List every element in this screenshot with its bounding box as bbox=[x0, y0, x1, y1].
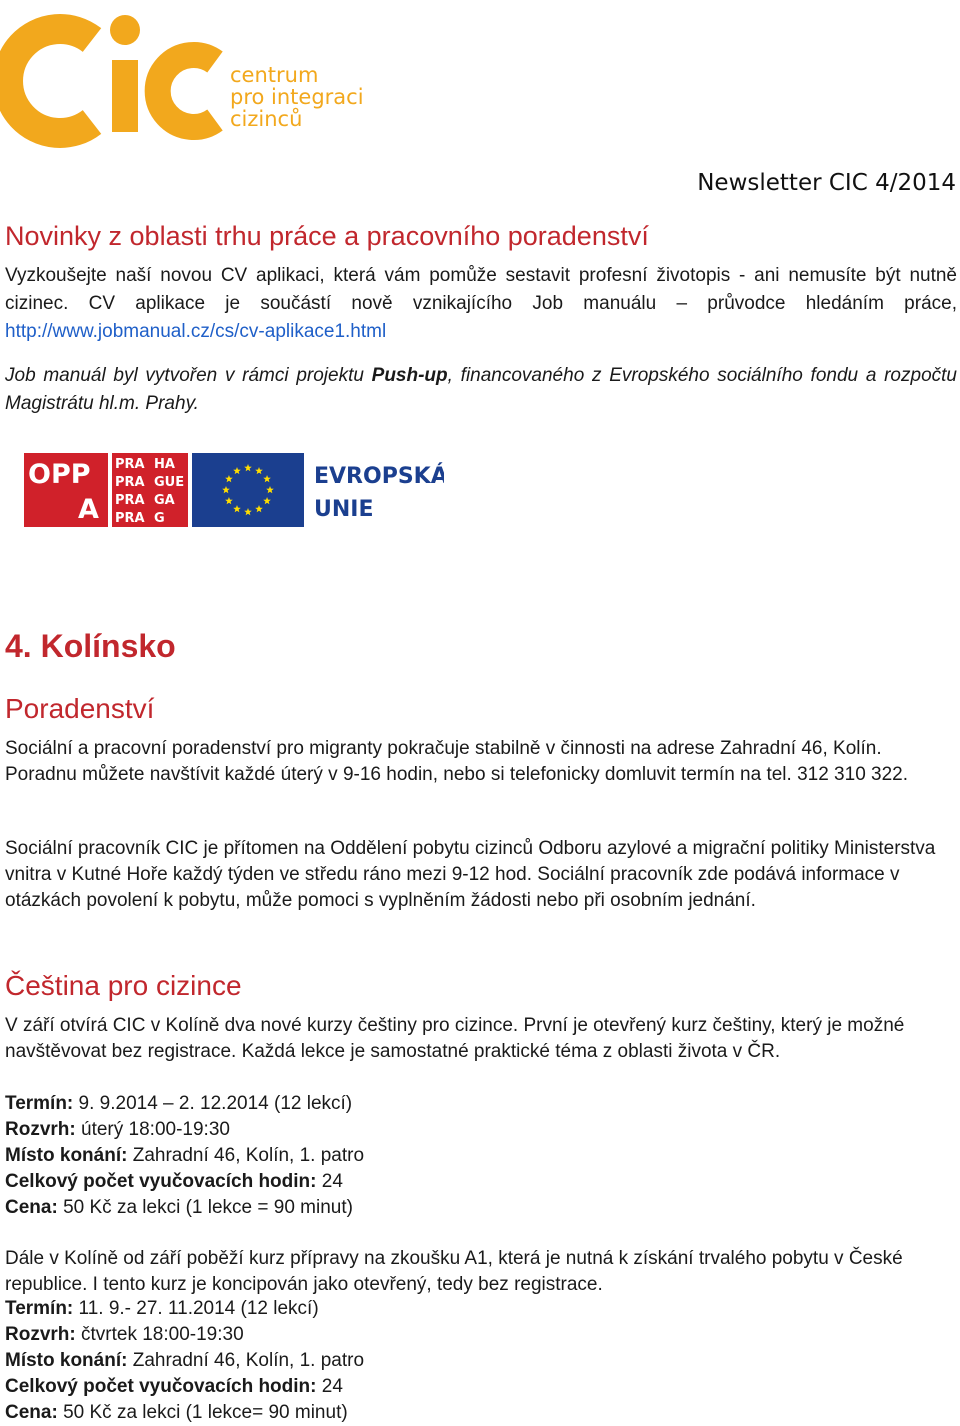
course2-details bbox=[5, 1296, 955, 1426]
course2-term: Termín: 11. 9.- 27. 11.2014 (12 lekcí) bbox=[5, 1298, 319, 1319]
counseling-paragraph-2: Sociální pracovník CIC je přítomen na Oddělení pobytu cizinců Odboru azylové a migrační politiky Ministerstva vnitra v Kutné Hoře každý týden ve středu ráno mezi 9-12 hod. Sociální pracovník zde podává informace v otázkách povolení k pobytu, může pomoci s vyplněním žádosti nebo při osobním jednání. bbox=[5, 838, 936, 911]
job-manual-text-a: Job manuál byl vytvořen v rámci projektu bbox=[5, 365, 372, 386]
a1-course-intro: Dále v Kolíně od září poběží kurz přípravy na zkoušku A1, která je nutná k získání trvalého pobytu v České republice. I tento kurz je koncipován jako otevřený, tedy bez registrace. bbox=[5, 1248, 903, 1295]
course2-price: Cena: 50 Kč za lekci (1 lekce= 90 minut) bbox=[5, 1402, 348, 1423]
newsletter-title: Newsletter CIC 4/2014 bbox=[697, 170, 956, 196]
section-title-job-news: Novinky z oblasti trhu práce a pracovního poradenství bbox=[5, 221, 649, 251]
course1-place: Místo konání: Zahradní 46, Kolín, 1. patro bbox=[5, 1145, 365, 1166]
logo-line-3: cizinců bbox=[230, 107, 303, 131]
cv-app-link[interactable]: http://www.jobmanual.cz/cs/cv-aplikace1.html bbox=[5, 321, 387, 342]
course2-schedule: Rozvrh: čtvrtek 18:00-19:30 bbox=[5, 1324, 244, 1345]
cic-logo-mark bbox=[0, 0, 230, 150]
logo-line-1: centrum bbox=[230, 63, 319, 87]
praha-cell-3: PRA bbox=[115, 475, 145, 490]
course1-term: Termín: 9. 9.2014 – 2. 12.2014 (12 lekcí) bbox=[5, 1093, 353, 1114]
czech-course-intro: V září otvírá CIC v Kolíně dva nové kurzy češtiny pro cizince. První je otevřený kurz češtiny, který je možné navštěvovat bez registrace. Každá lekce je samostatné praktické téma z oblasti života v ČR. bbox=[5, 1015, 905, 1062]
oppa-text-2: A bbox=[78, 494, 99, 525]
course1-hours: Celkový počet vyučovacích hodin: 24 bbox=[5, 1171, 343, 1192]
cv-app-paragraph bbox=[5, 262, 957, 346]
praha-cell-5: PRA bbox=[115, 493, 145, 508]
course1-schedule: Rozvrh: úterý 18:00-19:30 bbox=[5, 1119, 230, 1140]
counseling-paragraph-1: Sociální a pracovní poradenství pro migranty pokračuje stabilně v činnosti na adrese Zahradní 46, Kolín. Poradnu můžete navštívit každé úterý v 9-16 hodin, nebo si telefonicky domluvit termín na tel. 312 310 322. bbox=[5, 738, 909, 785]
push-up-project-name: Push-up bbox=[371, 365, 448, 386]
heading-poradenstvi: Poradenství bbox=[5, 693, 155, 724]
cv-app-text: Vyzkoušejte naší novou CV aplikaci, která vám pomůže sestavit profesní životopis - ani nemusíte být nutně cizinec. CV aplikace je součástí nově vznikajícího Job manuálu – průvodce hledáním práce, bbox=[5, 265, 957, 314]
oppa-eu-logos bbox=[24, 453, 444, 529]
course1-details bbox=[5, 1091, 955, 1221]
cic-logo bbox=[0, 0, 380, 150]
praha-cell-8: G bbox=[154, 511, 165, 526]
eu-text-2: UNIE bbox=[314, 497, 374, 522]
praha-cell-2: HA bbox=[154, 457, 175, 472]
funding-logos-graphic bbox=[24, 453, 444, 529]
oppa-text-1: OPP bbox=[28, 459, 91, 490]
course2-place: Místo konání: Zahradní 46, Kolín, 1. patro bbox=[5, 1350, 365, 1371]
job-manual-paragraph bbox=[5, 362, 957, 418]
praha-cell-1: PRA bbox=[115, 457, 145, 472]
course1-price: Cena: 50 Kč za lekci (1 lekce = 90 minut) bbox=[5, 1197, 353, 1218]
praha-cell-7: PRA bbox=[115, 511, 145, 526]
logo-wordmark bbox=[230, 64, 364, 130]
heading-czech-for-foreigners: Čeština pro cizince bbox=[5, 970, 242, 1001]
course2-hours: Celkový počet vyučovacích hodin: 24 bbox=[5, 1376, 343, 1397]
logo-line-2: pro integraci bbox=[230, 85, 364, 109]
job-manual-text-b: , financovaného z Evropského sociálního fondu a rozpočtu Magistrátu hl.m. Prahy. bbox=[5, 365, 957, 414]
eu-text-1: EVROPSKÁ bbox=[314, 464, 444, 489]
praha-cell-6: GA bbox=[154, 493, 175, 508]
heading-kolinsko: 4. Kolínsko bbox=[5, 628, 176, 664]
praha-cell-4: GUE bbox=[154, 475, 185, 490]
